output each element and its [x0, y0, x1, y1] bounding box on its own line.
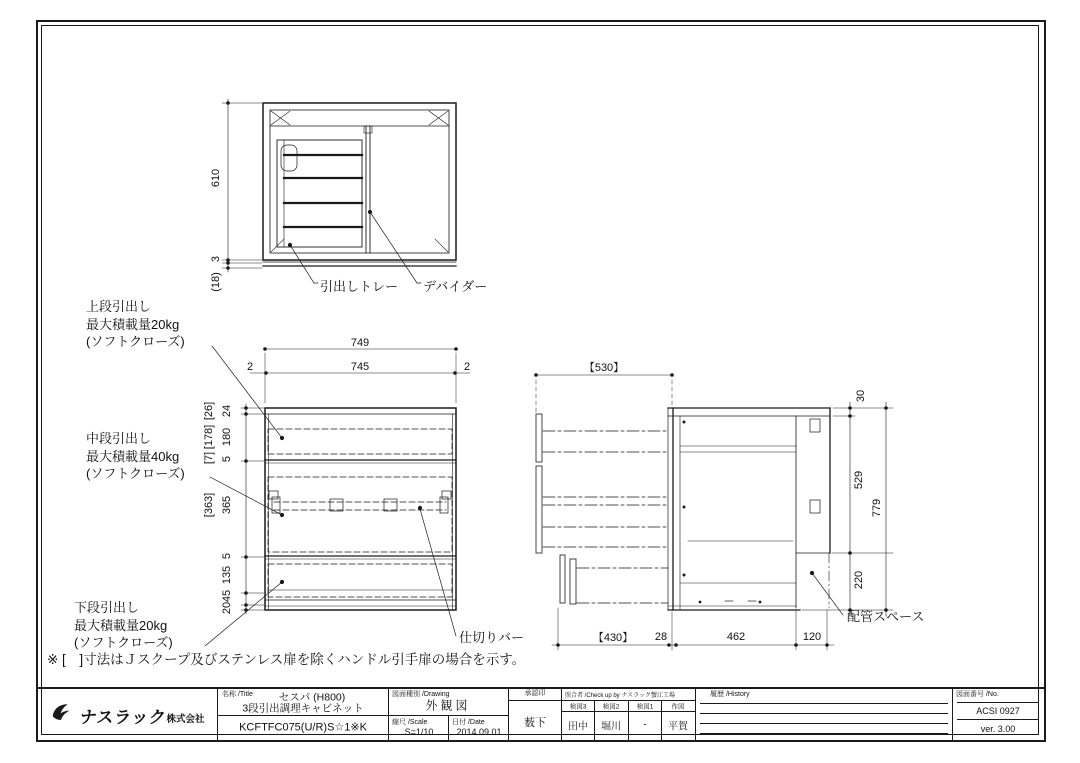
date-value: 2014.09.01 [456, 727, 502, 737]
dim-front-gap-left: 2 [246, 361, 254, 373]
history-label: 履歴 /History [710, 691, 750, 698]
dim-side-body-529: 529 [853, 470, 865, 490]
dim-side-pipe-220: 220 [853, 570, 865, 590]
tb-checker-divider-1 [594, 700, 595, 740]
company-suffix: 株式会社 [166, 713, 205, 725]
label-pipe-space: 配管スペース [847, 609, 925, 624]
dim-front-h-180: 180 [221, 427, 233, 447]
note-upper-line1: 上段引出し [86, 299, 152, 314]
date-label: 日付 /Date [452, 719, 485, 726]
tb-name-separator [217, 715, 509, 716]
dim-plan-depth: 610 [210, 168, 222, 188]
tb-divider-2 [388, 688, 389, 740]
dim-side-pipe-120: 120 [802, 631, 822, 643]
company-name: ナスラック [78, 707, 168, 727]
note-middle-line1: 中段引出し [86, 431, 152, 446]
tb-divider-3 [508, 688, 509, 740]
dim-front-h-7b: [7] [203, 451, 215, 465]
tb-history-line-3 [700, 723, 948, 724]
note-lower-line3: (ソフトクローズ) [74, 635, 173, 650]
note-lower-line1: 下段引出し [74, 600, 140, 615]
tb-checker-divider-3 [661, 700, 662, 740]
note-lower-drawer [74, 599, 173, 652]
note-middle-line2: 最大積載量40kg [86, 448, 180, 464]
drawing-number: ACSI 0927 [976, 706, 1020, 716]
checker-name-1: - [643, 719, 647, 731]
drawing-type: 外観図 [425, 698, 471, 713]
checker-name-2: 堀川 [601, 721, 621, 733]
product-title: セスパ (H800) [278, 691, 346, 704]
tb-divider-1 [217, 688, 218, 740]
tb-divider-4 [561, 688, 562, 740]
dim-side-extension: 【530】 [583, 362, 625, 374]
tb-divider-5 [695, 688, 696, 740]
tb-number-line-2 [957, 719, 1039, 720]
dim-side-gap-28: 28 [654, 631, 668, 643]
note-upper-line2: 最大積載量20kg [86, 316, 180, 332]
dim-front-h-363b: [363] [203, 492, 215, 518]
drawing-type-label: 図面種別 /Drawing [392, 691, 450, 698]
dim-front-h-365: 365 [221, 495, 233, 515]
approval-name: 薮下 [524, 717, 546, 729]
dim-front-h-45: 45 [221, 589, 233, 603]
checker-name-3: 田中 [568, 721, 588, 733]
checker-role-3: 検図3 [569, 703, 587, 711]
dim-side-depth-462: 462 [726, 631, 746, 643]
checker-role-2: 検図2 [602, 703, 620, 711]
note-lower-line2: 最大積載量20kg [74, 617, 168, 633]
model-number: KCFTFC075(U/R)S☆1※K [239, 721, 367, 734]
tb-number-line-1 [957, 702, 1039, 703]
note-middle-drawer [86, 430, 185, 483]
tb-checker-divider-2 [628, 700, 629, 740]
tb-approval-separator [508, 700, 695, 701]
checker-role-draw: 作図 [671, 703, 685, 711]
scale-label: 縮尺 /Scale [392, 719, 428, 726]
tb-scale-date-divider [448, 715, 449, 740]
dim-plan-front-gap: 3 [210, 255, 222, 263]
label-divider: デバイダー [423, 279, 488, 294]
dim-front-h-5a: 5 [221, 455, 233, 463]
company-cell [50, 700, 210, 730]
tb-history-line-1 [700, 703, 948, 704]
checker-name-draw: 平賀 [668, 721, 688, 733]
tb-history-line-4 [700, 733, 948, 734]
label-divider-bar: 仕切りバー [459, 630, 525, 645]
nasluck-logo-icon [50, 702, 74, 728]
checker-role-1: 検図1 [636, 703, 654, 711]
dim-front-h-5b: 5 [221, 552, 233, 560]
checkup-label: 照合者 /Check up by ナスラック蟹江工場 [565, 693, 675, 699]
dim-side-top-30: 30 [855, 389, 867, 403]
dim-front-h-24: 24 [221, 404, 233, 418]
dim-front-h-26b: [26] [203, 401, 215, 421]
scale-value: S=1/10 [404, 727, 434, 737]
dim-front-h-135: 135 [221, 565, 233, 585]
note-middle-line3: (ソフトクローズ) [86, 466, 185, 481]
tb-history-line-2 [700, 713, 948, 714]
title-label: 名称 /Title [222, 691, 253, 698]
dim-side-ext-430: 【430】 [592, 632, 634, 644]
sheet-note: ※ [ ]寸法はＪスクープ及びステンレス扉を除くハンドル引手扉の場合を示す。 [47, 652, 526, 667]
note-upper-drawer [86, 298, 185, 351]
dim-side-overall-779: 779 [871, 498, 883, 518]
tb-divider-6 [952, 688, 953, 740]
drawing-version: ver. 3.00 [980, 724, 1016, 734]
dim-front-gap-right: 2 [463, 361, 471, 373]
dim-plan-overhang: (18) [210, 272, 222, 292]
dim-front-h-20: 20 [221, 601, 233, 615]
dim-front-overall-width: 749 [350, 337, 370, 349]
product-subtitle: 3段引出調理キャビネット [242, 702, 364, 715]
label-drawer-tray: 引出しトレー [320, 279, 399, 294]
approval-label: 承認印 [524, 690, 546, 697]
note-upper-line3: (ソフトクローズ) [86, 334, 185, 349]
drawing-number-label: 図面番号 /No. [956, 691, 999, 698]
dim-front-h-178b: [178] [203, 424, 215, 450]
dim-front-inner-width: 745 [350, 361, 370, 373]
